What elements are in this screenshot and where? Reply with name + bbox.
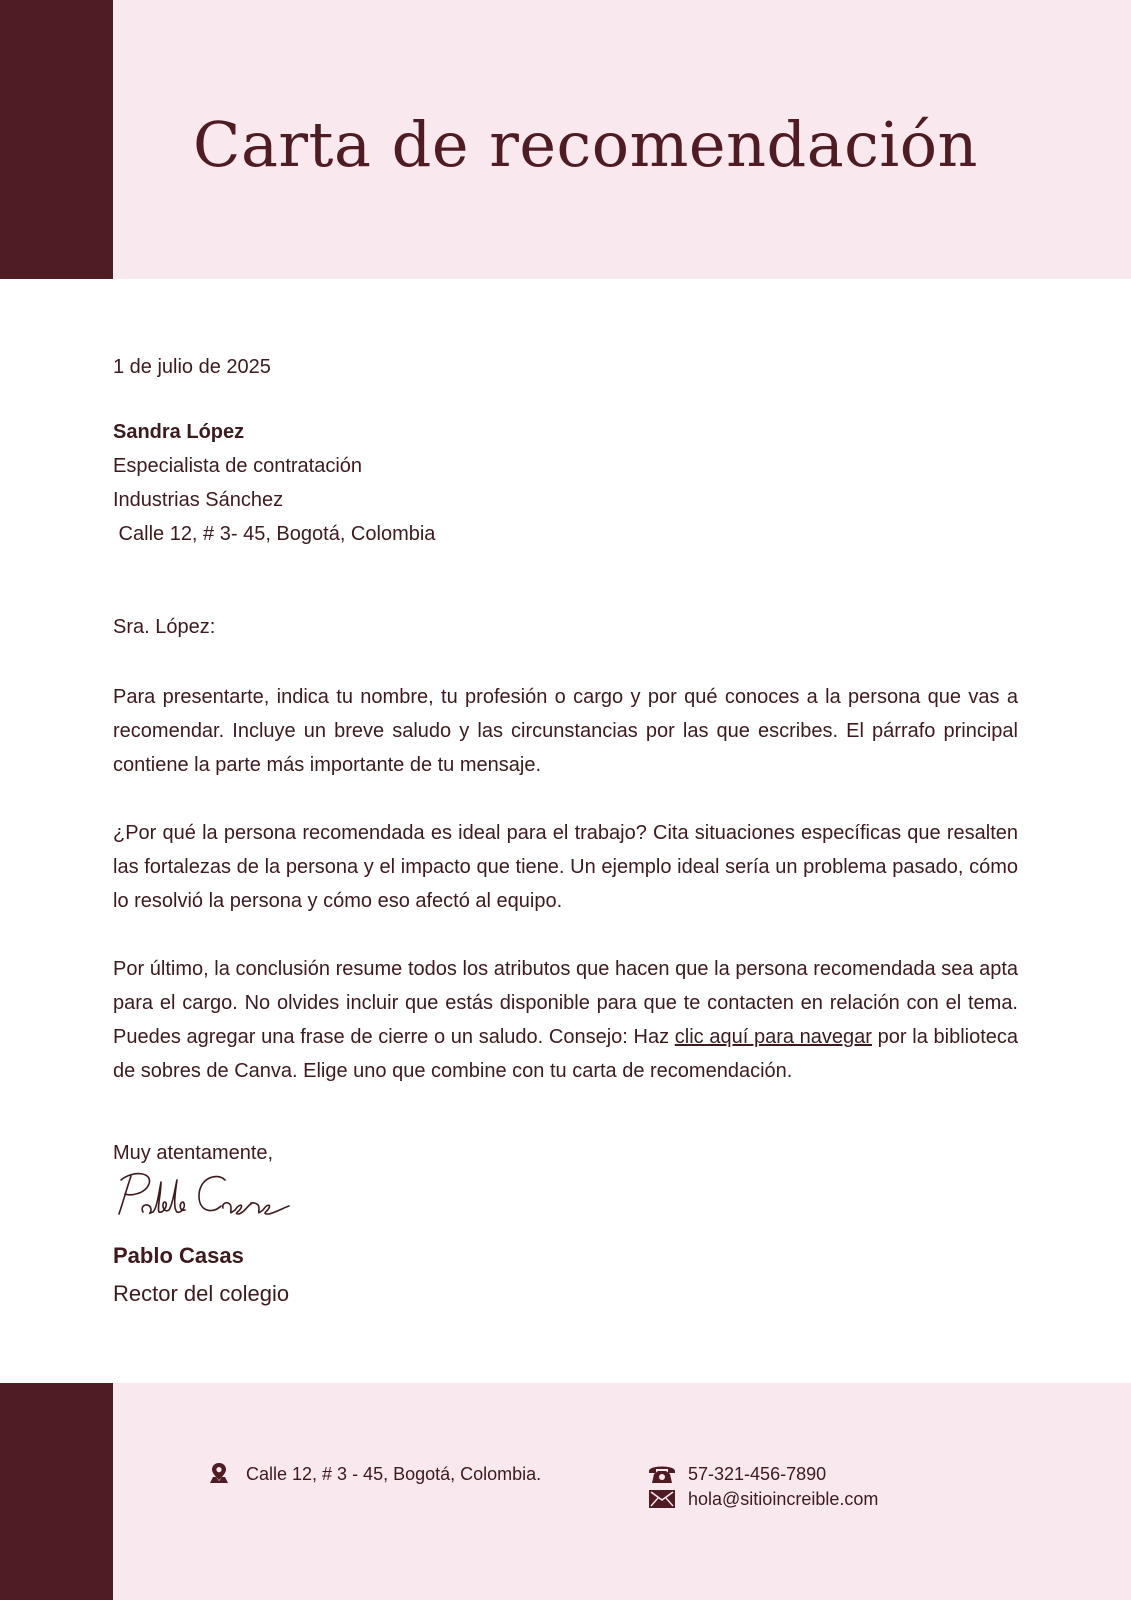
letter-date: 1 de julio de 2025 <box>113 356 271 378</box>
email-icon <box>649 1490 675 1513</box>
recipient-company: Industrias Sánchez <box>113 489 284 511</box>
body-paragraph-2: ¿Por qué la persona recomendada es ideal para el trabajo? Cita situaciones específicas que resalten las fortalezas de la persona y el impacto que tiene. Un ejemplo ideal sería un problema pasado, cómo lo resolvió la persona y cómo eso afectó al equipo. <box>113 822 1018 912</box>
signer-title: Rector del colegio <box>113 1281 290 1306</box>
signer-block <box>113 1237 1018 1313</box>
phone-icon <box>648 1463 676 1490</box>
recipient-name: Sandra López <box>113 421 245 443</box>
footer-band <box>0 1383 1131 1600</box>
footer-accent-bar <box>0 1383 113 1600</box>
body-paragraph-3 <box>113 952 1018 1088</box>
page-title: Carta de recomendación <box>193 108 978 181</box>
footer-phone: 57-321-456-7890 <box>688 1464 827 1484</box>
recipient-role: Especialista de contratación <box>113 455 363 477</box>
footer-email[interactable]: hola@sitioincreible.com <box>688 1489 879 1509</box>
footer-address: Calle 12, # 3 - 45, Bogotá, Colombia. <box>246 1464 542 1484</box>
location-pin-icon <box>208 1462 230 1489</box>
salutation: Sra. López: <box>113 616 216 638</box>
recipient-address: Calle 12, # 3- 45, Bogotá, Colombia <box>113 523 436 545</box>
closing-phrase: Muy atentamente, <box>113 1142 274 1164</box>
signer-name: Pablo Casas <box>113 1243 244 1268</box>
header-accent-bar <box>0 0 113 279</box>
paragraph-3-text-end: por la biblioteca de sobres de Canva. Elige uno que combine con tu carta de recomendación. <box>113 1026 1019 1082</box>
body-paragraph-1: Para presentarte, indica tu nombre, tu profesión o cargo y por qué conoces a la persona que vas a recomendar. Incluye un breve saludo y las circunstancias por las que escribes. El párrafo principal contiene la parte más importante de tu mensaje. <box>113 686 1018 776</box>
handwritten-signature <box>113 1168 313 1224</box>
envelope-library-link[interactable]: clic aquí para navegar <box>674 1026 872 1048</box>
recipient-block <box>113 415 1018 551</box>
paragraph-3-text: Por último, la conclusión resume todos los atributos que hacen que la persona recomendada sea apta para el cargo. No olvides incluir que estás disponible para que te contacten en relación con el tema. Puedes agregar una frase de cierre o un saludo. Consejo: Haz <box>113 958 1018 1048</box>
